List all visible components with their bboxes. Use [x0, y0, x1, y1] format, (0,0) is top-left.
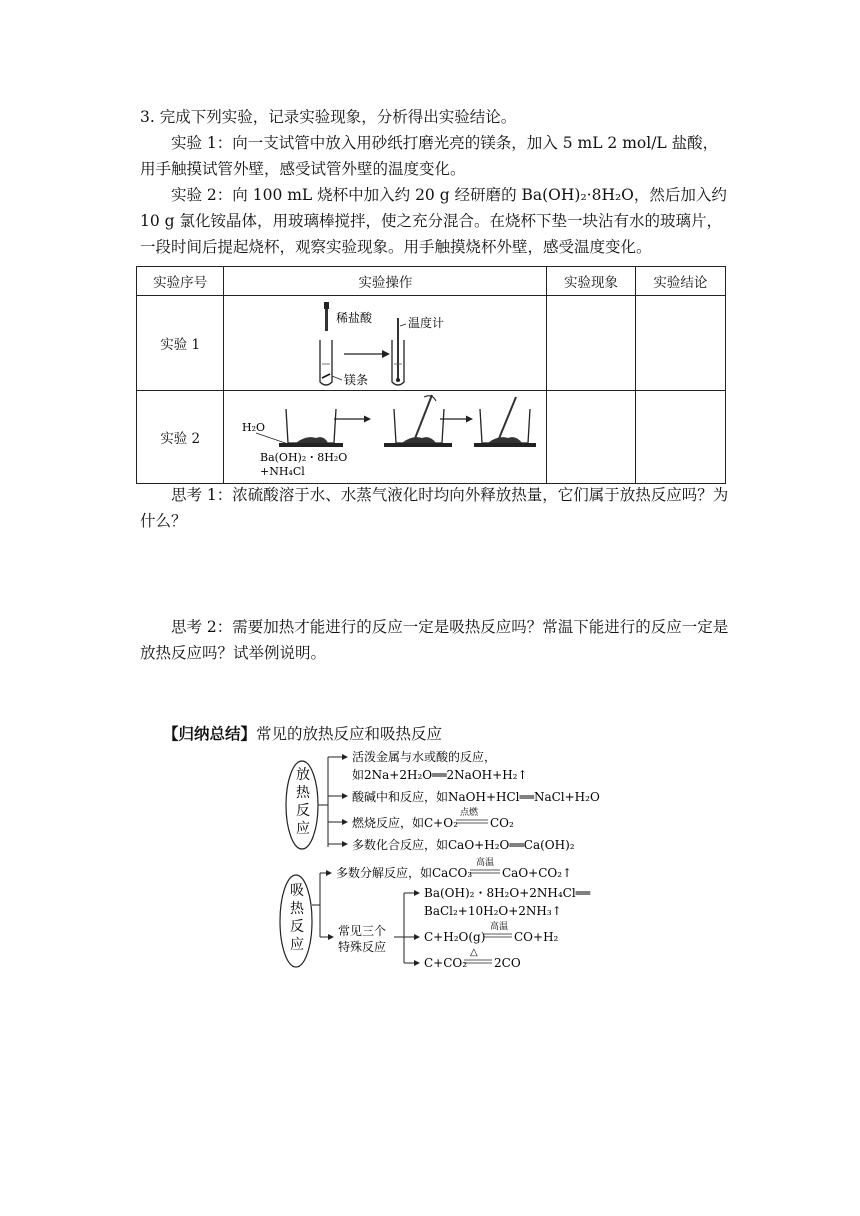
arrow-right-icon: [364, 416, 371, 423]
header-cell: 实验结论: [635, 267, 725, 296]
exo-label-char: 应: [296, 821, 310, 837]
label-leader-line: [400, 324, 406, 326]
acid-label: 稀盐酸: [336, 311, 373, 325]
endo-item: C+H₂O(g): [424, 930, 486, 944]
exo-label-char: 热: [296, 785, 310, 801]
exo-item: 如2Na+2H₂O══2NaOH+H₂↑: [352, 768, 528, 782]
magnesium-strip-icon: [322, 374, 330, 378]
endo-item-product: CaO+CO₂↑: [502, 866, 573, 880]
experiment-2-description: 实验 2：向 100 mL 烧杯中加入约 20 g 经研磨的 Ba(OH)₂·8H₂O，然后加入约 10 g 氯化铵晶体，用玻璃棒搅拌，使之充分混合。在烧杯下垫一块沾有水的玻璃片，一段时间后提起烧杯，观察实验现象。用手触摸烧杯外壁，感受温度变化。: [140, 186, 727, 256]
endo-item-product: 2CO: [494, 956, 521, 970]
thermometer-label: 温度计: [408, 316, 445, 330]
experiment-table: [136, 266, 726, 484]
special-reactions-label: 特殊反应: [338, 940, 387, 954]
experiment-2-operation-cell: [224, 391, 547, 484]
phenomenon-cell: [547, 391, 635, 484]
endo-label-char: 反: [290, 919, 304, 935]
endo-label-char: 热: [290, 901, 304, 917]
endo-item: 多数分解反应，如CaCO₃: [336, 866, 473, 880]
glass-plate-icon: [384, 443, 452, 447]
arrow-right-icon: [342, 793, 348, 799]
exo-item: 活泼金属与水或酸的反应，: [352, 750, 497, 764]
phenomenon-cell: [547, 296, 635, 391]
experiment-id-cell: 实验 1: [137, 296, 224, 391]
endo-item: BaCl₂+10H₂O+2NH₃↑: [424, 904, 562, 918]
experiment-2-illustration: [224, 391, 546, 479]
condition-label: 点燃: [460, 808, 479, 818]
intro-line: 3. 完成下列实验，记录实验现象，分析得出实验结论。: [140, 108, 517, 126]
think-question-2: 思考 2：需要加热才能进行的反应一定是吸热反应吗？常温下能进行的反应一定是放热反应吗？试举例说明。: [140, 618, 729, 662]
water-label: H₂O: [242, 421, 266, 434]
exo-label-char: 反: [296, 803, 310, 819]
endo-item: C+CO₂: [424, 956, 468, 970]
exo-item: 酸碱中和反应，如NaOH+HCl══NaCl+H₂O: [352, 790, 600, 804]
glass-plate-icon: [279, 443, 343, 447]
reaction-classification-diagram: [270, 745, 630, 985]
glass-rod-icon: [498, 397, 516, 441]
endo-item-product: CO+H₂: [514, 930, 559, 944]
special-reactions-label: 常见三个: [338, 924, 387, 938]
arrow-right-icon: [414, 960, 420, 966]
glass-rod-icon: [414, 395, 432, 441]
summary-heading: [163, 722, 442, 744]
glass-plate-icon: [474, 443, 536, 447]
header-cell: 实验现象: [547, 267, 635, 296]
exo-item-product: CO₂: [490, 816, 514, 830]
exo-item: 燃烧反应，如C+O₂: [352, 816, 458, 830]
heat-symbol: △: [470, 947, 478, 958]
table-row: [137, 391, 726, 484]
reagent-icon: [296, 437, 328, 443]
experiment-1-operation-cell: [224, 296, 547, 391]
arrow-right-icon: [382, 350, 390, 358]
label-leader-line: [332, 376, 342, 380]
table-row: [137, 296, 726, 391]
endo-label-char: 吸: [290, 883, 304, 899]
endo-label-char: 应: [290, 937, 304, 953]
header-cell: 实验序号: [137, 267, 224, 296]
condition-label: 高温: [490, 922, 509, 932]
dropper-stem-icon: [325, 309, 328, 331]
arrow-right-icon: [342, 841, 348, 847]
reagent-label-2: +NH₄Cl: [260, 465, 306, 478]
exo-label-char: 放: [296, 767, 310, 783]
test-tube-icon: [320, 340, 332, 385]
reagent-icon: [402, 437, 436, 443]
reagent-icon: [488, 437, 522, 443]
think-question-1: 思考 1：浓硫酸溶于水、水蒸气液化时均向外释放热量，它们属于放热反应吗？为什么？: [140, 486, 729, 530]
arrow-right-icon: [342, 819, 348, 825]
conclusion-cell: [635, 296, 725, 391]
condition-label: 高温: [476, 858, 495, 868]
reagent-label-1: Ba(OH)₂・8H₂O: [260, 451, 348, 464]
experiment-id-cell: 实验 2: [137, 391, 224, 484]
dropper-bulb-icon: [324, 302, 329, 309]
summary-title: 常见的放热反应和吸热反应: [256, 725, 443, 743]
arrow-right-icon: [326, 870, 332, 876]
header-cell: 实验操作: [224, 267, 547, 296]
table-header-row: [137, 267, 726, 296]
experiment-1-illustration: [224, 296, 546, 386]
arrow-right-icon: [414, 890, 420, 896]
exo-item: 多数化合反应，如CaO+H₂O══Ca(OH)₂: [352, 838, 575, 852]
thermometer-bulb-icon: [396, 378, 400, 382]
magnesium-label: 镁条: [344, 373, 369, 386]
arrow-right-icon: [342, 754, 348, 760]
experiment-1-description: 实验 1：向一支试管中放入用砂纸打磨光亮的镁条，加入 5 mL 2 mol/L 盐酸，用手触摸试管外壁，感受试管外壁的温度变化。: [140, 134, 719, 178]
endo-item: Ba(OH)₂・8H₂O+2NH₄Cl══: [424, 886, 591, 900]
arrow-right-icon: [414, 934, 420, 940]
arrow-right-icon: [466, 416, 473, 423]
arrow-right-icon: [328, 934, 334, 940]
conclusion-cell: [635, 391, 725, 484]
summary-tag: 【归纳总结】: [163, 725, 257, 743]
